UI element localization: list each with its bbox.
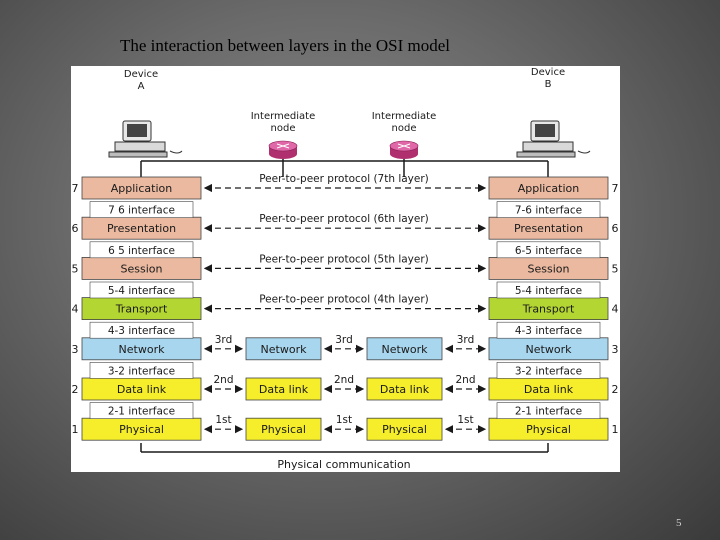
left-layer-number-5: 5: [71, 262, 79, 276]
right-layer-7-label: Application: [517, 182, 580, 195]
node-1-label-1: Intermediate: [250, 111, 316, 122]
cpu-box-icon: [115, 142, 165, 151]
right-layer-number-6: 6: [611, 222, 619, 236]
left-interface-4-label: 3-2 interface: [107, 365, 176, 378]
left-interface-0-label: 7 6 interface: [108, 204, 175, 217]
left-layer-number-6: 6: [71, 222, 79, 236]
left-layer-6-label: Presentation: [106, 222, 177, 236]
right-layer-3-label: Network: [525, 342, 572, 356]
node-1-label-2: node: [270, 123, 296, 134]
osi-diagram: [71, 66, 620, 472]
right-layer-1-label: Physical: [526, 423, 571, 437]
left-interface-3-label: 4-3 interface: [107, 325, 176, 338]
device-a-label-2: A: [137, 81, 145, 92]
peer-protocol-label-1: Peer-to-peer protocol (6th layer): [259, 213, 429, 226]
left-layer-number-7: 7: [71, 182, 79, 195]
left-layer-7-label: Application: [110, 182, 173, 195]
node-2-label-2: node: [391, 123, 417, 134]
left-layer-number-1: 1: [71, 423, 79, 437]
left-interface-5-label: 2-1 interface: [107, 405, 176, 418]
hop-label-6-1: 1st: [335, 414, 353, 427]
right-layer-number-3: 3: [611, 342, 619, 356]
right-layer-number-7: 7: [611, 182, 619, 195]
left-layer-3-label: Network: [118, 342, 165, 356]
router-icon: [269, 141, 297, 159]
right-layer-number-5: 5: [611, 262, 619, 276]
node-1-layer-3-label: Network: [260, 342, 307, 356]
left-layer-4-label: Transport: [115, 302, 168, 316]
right-interface-0-label: 7-6 interface: [514, 204, 583, 217]
right-layer-4-label: Transport: [522, 302, 575, 316]
left-layer-number-4: 4: [71, 302, 79, 316]
keyboard-icon: [109, 152, 167, 157]
device-b-label-1: Device: [530, 67, 566, 78]
router-icon: [390, 141, 418, 159]
node-2-layer-3-label: Network: [381, 342, 428, 356]
right-interface-2-label: 5-4 interface: [514, 285, 583, 297]
left-layer-2-label: Data link: [116, 383, 167, 396]
right-layer-5-label: Session: [527, 262, 570, 276]
hop-label-5-0: 2nd: [213, 374, 234, 386]
left-interface-1-label: 6 5 interface: [108, 244, 175, 257]
page-number: 5: [676, 517, 682, 529]
device-b-computer: [517, 121, 590, 157]
left-layer-number-2: 2: [71, 383, 79, 396]
screen-icon: [535, 124, 555, 137]
right-interface-4-label: 3-2 interface: [514, 365, 583, 378]
right-interface-3-label: 4-3 interface: [514, 325, 583, 338]
mouse-cable-icon: [578, 151, 590, 153]
right-interface-5-label: 2-1 interface: [514, 405, 583, 418]
keyboard-icon: [517, 152, 575, 157]
right-layer-number-4: 4: [611, 302, 619, 316]
left-interface-2-label: 5-4 interface: [107, 285, 176, 297]
slide-title: The interaction between layers in the OSI model: [120, 36, 450, 55]
left-layer-1-label: Physical: [119, 423, 164, 437]
device-b-label-2: B: [544, 79, 552, 90]
left-layer-number-3: 3: [71, 342, 79, 356]
right-layer-6-label: Presentation: [513, 222, 584, 236]
peer-protocol-label-2: Peer-to-peer protocol (5th layer): [259, 253, 429, 266]
hop-label-5-2: 2nd: [455, 374, 476, 386]
screen-icon: [127, 124, 147, 137]
hop-label-4-2: 3rd: [456, 333, 475, 346]
node-2-layer-2-label: Data link: [379, 383, 430, 396]
left-layer-5-label: Session: [120, 262, 163, 276]
mouse-cable-icon: [170, 151, 182, 153]
cpu-box-icon: [523, 142, 573, 151]
hop-label-6-0: 1st: [215, 414, 232, 427]
right-layer-number-1: 1: [611, 423, 619, 437]
right-layer-2-label: Data link: [523, 383, 574, 396]
hop-label-5-1: 2nd: [333, 374, 355, 386]
node-2-layer-1-label: Physical: [382, 423, 427, 437]
peer-protocol-label-3: Peer-to-peer protocol (4th layer): [259, 293, 429, 306]
hop-label-6-2: 1st: [457, 414, 474, 427]
right-interface-1-label: 6-5 interface: [514, 244, 583, 257]
node-1-layer-2-label: Data link: [258, 383, 309, 396]
device-a-computer: [109, 121, 182, 157]
physical-communication-label: Physical communication: [277, 458, 411, 471]
node-1-layer-1-label: Physical: [261, 423, 306, 437]
right-layer-number-2: 2: [611, 383, 619, 396]
device-a-label-1: Device: [123, 69, 159, 80]
hop-label-4-1: 3rd: [335, 333, 353, 346]
peer-protocol-label-0: Peer-to-peer protocol (7th layer): [259, 173, 429, 185]
node-2-label-1: Intermediate: [371, 111, 437, 122]
hop-label-4-0: 3rd: [214, 333, 233, 346]
